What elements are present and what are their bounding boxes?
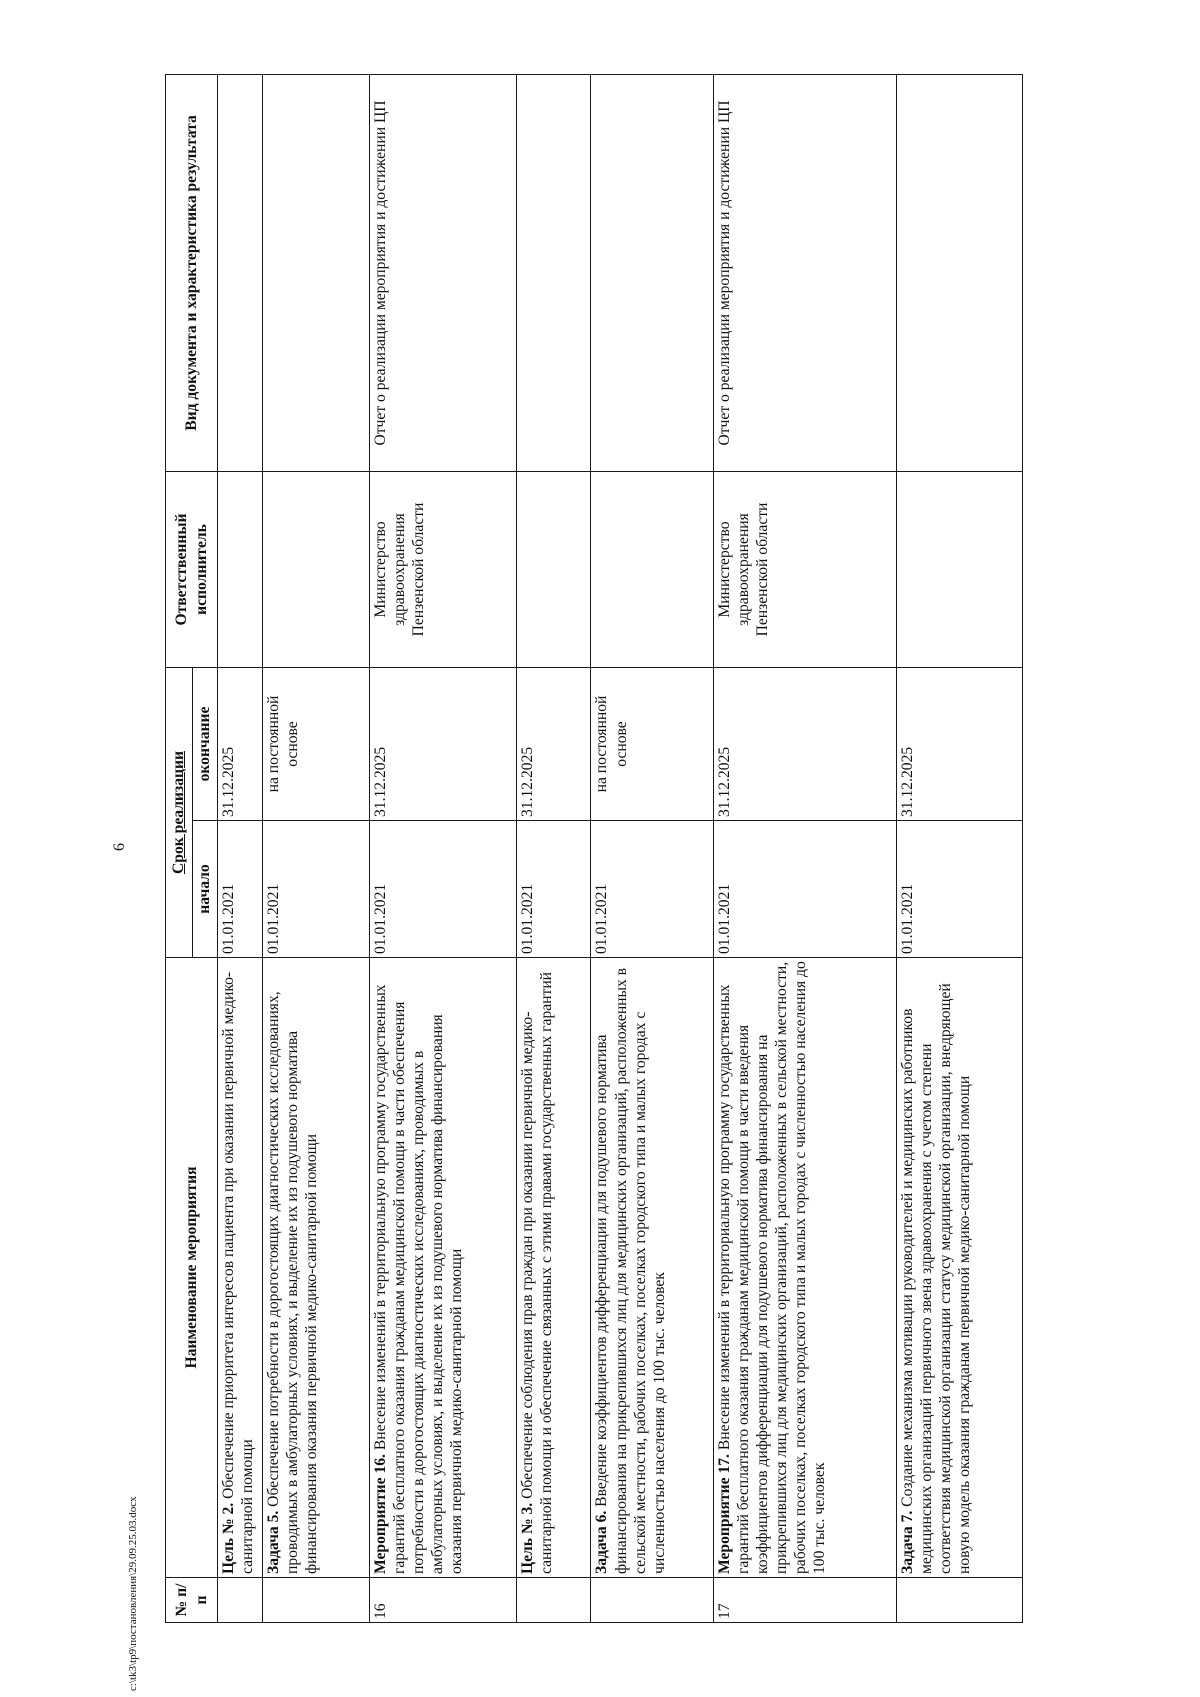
row-text: Обеспечение потребности в дорогостоящих диагностических исследованиях, проводимых в амбулаторных условиях, и выделение их из подушевого норматива финансирования оказания первичной медико-санитарной помощи <box>265 991 321 1574</box>
footer-file-path: c:\tk3\tp9\постановления\29.09.25.03.docx <box>127 1496 139 1691</box>
row-end: 31.12.2025 <box>218 668 263 821</box>
header-name: Наименование мероприятия <box>166 958 218 1578</box>
measures-table <box>165 74 1023 1623</box>
row-responsible <box>218 472 263 668</box>
row-label: Мероприятие 17. <box>715 1454 733 1574</box>
row-name <box>218 958 263 1578</box>
row-num <box>263 1578 370 1623</box>
table-row <box>517 75 591 1623</box>
row-responsible <box>591 472 713 668</box>
header-term: Срок реализации <box>166 668 193 958</box>
row-end: на постоянной основе <box>263 668 370 821</box>
row-result <box>218 75 263 472</box>
row-start: 01.01.2021 <box>263 821 370 958</box>
row-label: Мероприятие 16. <box>372 1454 390 1574</box>
row-label: Задача 6. <box>593 1510 611 1574</box>
row-text: Создание механизма мотивации руководителей и медицинских работников медицинских организаций первичного звена здравоохранения с учетом степени соответствия медицинской организации статусу медицинской организации, внедряющей новую модель оказания гражданам первичной медико-санитарной помощи <box>899 983 974 1574</box>
row-responsible: Министерство здравоохранения Пензенской области <box>370 472 517 668</box>
rotated-table-container <box>165 75 1023 1623</box>
row-name <box>713 958 897 1578</box>
row-label: Задача 5. <box>265 1510 283 1574</box>
row-end: 31.12.2025 <box>713 668 897 821</box>
header-num: № п/п <box>166 1578 218 1623</box>
table-row <box>218 75 263 1623</box>
row-name <box>591 958 713 1578</box>
row-responsible: Министерство здравоохранения Пензенской области <box>713 472 897 668</box>
row-responsible <box>263 472 370 668</box>
row-start: 01.01.2021 <box>591 821 713 958</box>
header-responsible: Ответственный исполнитель <box>166 472 218 668</box>
row-start: 01.01.2021 <box>517 821 591 958</box>
row-num <box>591 1578 713 1623</box>
row-end: 31.12.2025 <box>370 668 517 821</box>
table-row <box>370 75 517 1623</box>
row-num <box>517 1578 591 1623</box>
row-start: 01.01.2021 <box>897 821 1023 958</box>
row-end: на постоянной основе <box>591 668 713 821</box>
page-number: 6 <box>111 843 128 851</box>
row-end: 31.12.2025 <box>517 668 591 821</box>
row-num <box>218 1578 263 1623</box>
row-result <box>591 75 713 472</box>
row-text: Обеспечение соблюдения прав граждан при оказании первичной медико-санитарной помощи и обеспечение связанных с этими правами государственных гарантий <box>519 971 556 1574</box>
row-name <box>517 958 591 1578</box>
row-text: Введение коэффициентов дифференциации для подушевого норматива финансирования на прикрепившихся лиц для медицинских организаций, расположенных в сельской местности, рабочих поселках, поселках городского типа и малых городах с численностью населения до 100 тыс. человек <box>593 967 668 1574</box>
row-label: Задача 7. <box>899 1510 917 1574</box>
table-row <box>713 75 897 1623</box>
header-result: Вид документа и характеристика результата <box>166 75 218 472</box>
row-result <box>263 75 370 472</box>
row-num: 16 <box>370 1578 517 1623</box>
row-result: Отчет о реализации мероприятия и достижении ЦП <box>370 75 517 472</box>
row-name <box>263 958 370 1578</box>
row-start: 01.01.2021 <box>370 821 517 958</box>
table-row <box>897 75 1023 1623</box>
row-responsible <box>897 472 1023 668</box>
row-result <box>517 75 591 472</box>
row-result <box>897 75 1023 472</box>
row-start: 01.01.2021 <box>218 821 263 958</box>
row-num: 17 <box>713 1578 897 1623</box>
row-name <box>370 958 517 1578</box>
table-row <box>591 75 713 1623</box>
header-end: окончание <box>193 668 218 821</box>
row-responsible <box>517 472 591 668</box>
row-label: Цель № 2. <box>220 1502 237 1574</box>
header-start: начало <box>193 821 218 958</box>
row-label: Цель № 3. <box>519 1502 537 1574</box>
row-num <box>897 1578 1023 1623</box>
row-start: 01.01.2021 <box>713 821 897 958</box>
row-text: Внесение изменений в территориальную программу государственных гарантий бесплатного оказания гражданам медицинской помощи в части обеспечения потребности в дорогостоящих диагностических исследованиях, проводимых в амбулаторных условиях, и выделение их из подушевого норматива финансирования оказания первичной медико-санитарной помощи <box>372 984 466 1574</box>
table-row <box>263 75 370 1623</box>
row-name <box>897 958 1023 1578</box>
row-text: Внесение изменений в территориальную программу государственных гарантий бесплатного оказания гражданам медицинской помощи в части введения коэффициентов дифференциации для подушевого норматива финансирования на прикрепившихся лиц для медицинских организаций, расположенных в сельской местности, рабочих поселках, поселках городского типа и малых городах с численностью населения до 100 тыс. человек <box>715 961 828 1574</box>
row-text: Обеспечение приоритета интересов пациента при оказании первичной медико-санитарной помощи <box>220 971 257 1574</box>
row-result: Отчет о реализации мероприятия и достижении ЦП <box>713 75 897 472</box>
row-end: 31.12.2025 <box>897 668 1023 821</box>
